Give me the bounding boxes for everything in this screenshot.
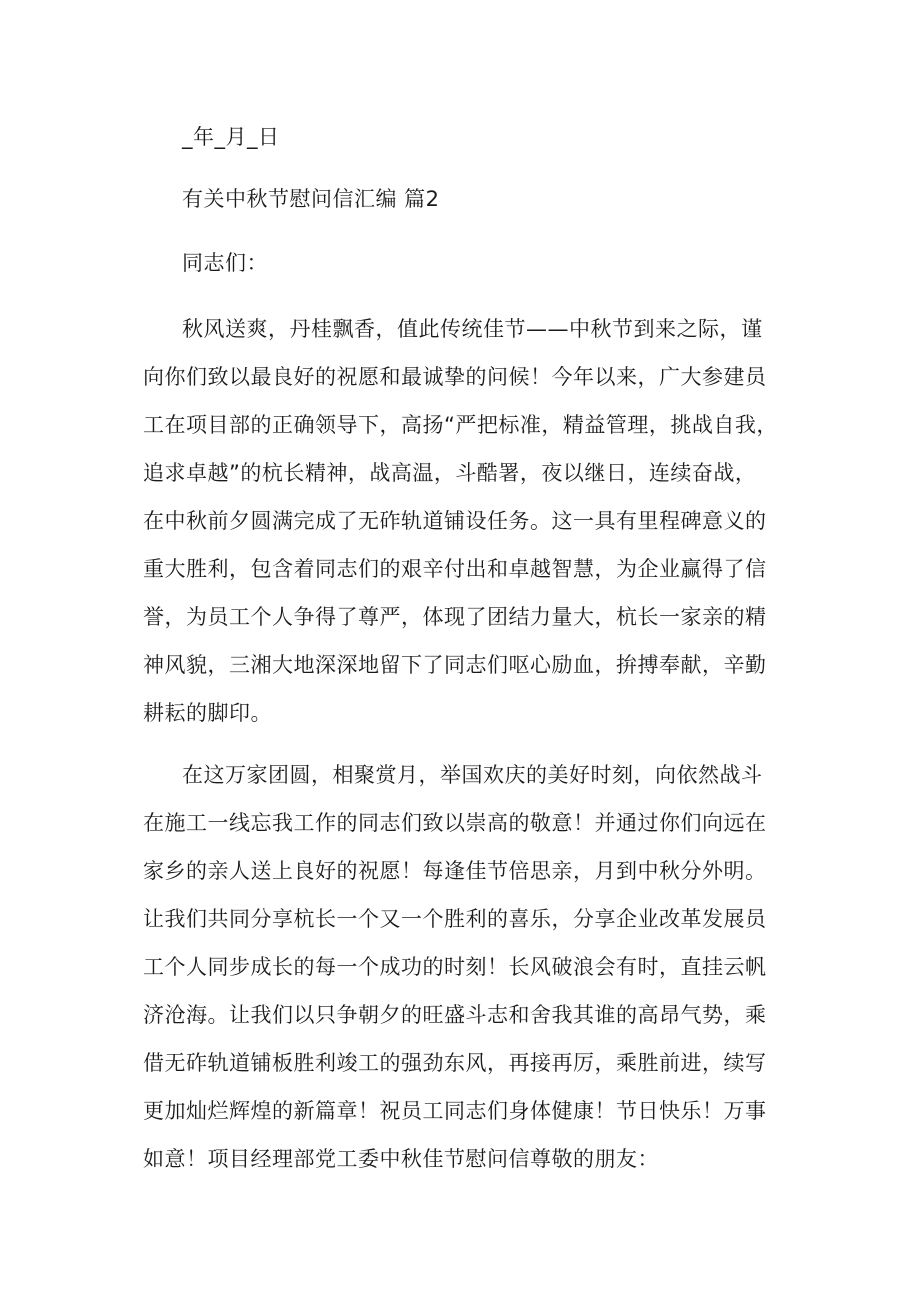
- paragraph-line: 在中秋前夕圆满完成了无砟轨道铺设任务。这一具有里程碑意义的: [143, 509, 767, 533]
- paragraph-line: 重大胜利，包含着同志们的艰辛付出和卓越智慧，为企业赢得了信: [143, 557, 767, 581]
- paragraph-line: 秋风送爽，丹桂飘香，值此传统佳节——中秋节到来之际，谨: [182, 317, 763, 341]
- paragraph-line: 神风貌，三湘大地深深地留下了同志们呕心励血，拚搏奉献，辛勤: [143, 653, 767, 677]
- paragraph-line: 工个人同步成长的每一个成功的时刻！长风破浪会有时，直挂云帆: [143, 955, 767, 979]
- paragraph-line: 让我们共同分享杭长一个又一个胜利的喜乐，分享企业改革发展员: [143, 907, 767, 931]
- paragraph-line: 向你们致以最良好的祝愿和最诚挚的问候！今年以来，广大参建员: [143, 365, 767, 389]
- paragraph-line: 工在项目部的正确领导下，高扬“严把标准，精益管理，挑战自我，: [143, 413, 778, 437]
- paragraph-line: 追求卓越”的杭长精神，战高温，斗酷署，夜以继日，连续奋战，: [143, 461, 757, 485]
- date-line: _年_月_日: [182, 125, 280, 149]
- paragraph-line: 誉，为员工个人争得了尊严，体现了团结力量大，杭长一家亲的精: [143, 605, 767, 629]
- paragraph-line: 济沧海。让我们以只争朝夕的旺盛斗志和舍我其谁的高昂气势，乘: [143, 1003, 767, 1027]
- paragraph-line: 在施工一线忘我工作的同志们致以崇高的敬意！并通过你们向远在: [143, 811, 767, 835]
- paragraph-line: 更加灿烂辉煌的新篇章！祝员工同志们身体健康！节日快乐！万事: [143, 1099, 767, 1123]
- paragraph-line: 如意！项目经理部党工委中秋佳节慰问信尊敬的朋友：: [143, 1147, 659, 1171]
- paragraph-line: 家乡的亲人送上良好的祝愿！每逢佳节倍思亲，月到中秋分外明。: [143, 859, 767, 883]
- greeting: 同志们：: [182, 251, 268, 275]
- paragraph-line: 耕耘的脚印。: [143, 701, 272, 725]
- document-title: 有关中秋节慰问信汇编 篇2: [182, 187, 440, 211]
- paragraph-line: 在这万家团圆，相聚赏月，举国欢庆的美好时刻，向依然战斗: [182, 763, 763, 787]
- paragraph-line: 借无砟轨道铺板胜利竣工的强劲东风，再接再厉，乘胜前进，续写: [143, 1051, 767, 1075]
